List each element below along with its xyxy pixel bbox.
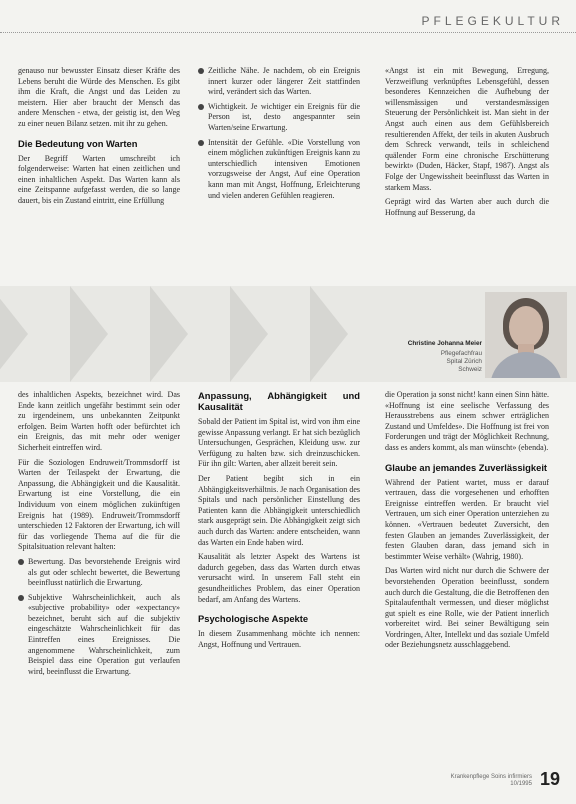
top-column-3 — [385, 66, 549, 222]
bottom-column-3 — [385, 390, 549, 655]
intro-paragraph: genauso nur bewusster Einsatz dieser Kräfte des Lebens beruht die Würde des Menschen. Es gibt ihm die Kraft, die Angst und das Leiden zu meistern. Hier aber braucht der Mensch das andere Menschen - etwa, der geistig ist, den Weg zu einer neuen Bilanz setzen. mit ihr zu gehen. — [18, 66, 180, 128]
body-paragraph: Für die Soziologen Endruweit/Trommsdorff ist Warten der Teilaspekt der Erwartung, die Anpassung, die Abhängigkeit und die Kausalität. Erwartung ist eine Vorstellung, die ein Individuum von einem möglichen zukünftigen Ereignis hat (1989). Endruweit/Trommsdorff unterschieden 12 Faktoren der Erwartung, ich will für das vorliegende Thema auf die für die Spitalsituation relevant halten: — [18, 457, 180, 552]
chevron-decoration — [150, 286, 188, 382]
body-paragraph: Kausalität als letzter Aspekt des Wartens ist dadurch gegeben, dass das Warten durch etwas verursacht wird. In unserem Fall steht ein gesundheitliches Problem, das einer Operation bedarf, am Anfang des Wartens. — [198, 552, 360, 604]
body-paragraph: Während der Patient wartet, muss er darauf vertrauen, dass die vorgesehenen und erhofften Ereignisse eintreffen werden. Er braucht viel Vertrauen, um sich einer Operation unterziehen zu können. «Vertrauen bedeutet Zuversicht, den festen Glauben an jemandes Zuverlässigkeit, der festen Glauben daran, dass jemand sich in bestimmter Weise verhält» (Wahrig, 1980). — [385, 477, 549, 561]
body-paragraph: Der Begriff Warten umschreibt ich folgenderweise: Warten hat einen zeitlichen und einen inhaltlichen Aspekt. Das Warten kann als eine Zeitspanne aufgefasst werden, die so lange dauert, bis ein Zustand eintritt, eine Erfüllung — [18, 153, 180, 205]
body-paragraph: die Operation ja sonst nicht! kann einen Sinn hätte. «Hoffnung ist eine seelische Verfassung des Herausstrebens aus einem schwer erträglichen Zustand und Umfeldes». Die Hoffnung ist frei von Forderungen und trägt der Möglichkeit Rechnung, dass es anders kommt, als man wünscht» (ebenda). — [385, 390, 549, 452]
bullet-item: Intensität der Gefühle. «Die Vorstellung von einem möglichen zukünftigen Ereignis kann zu unterschiedlich intensiven Emotionen vorzugsweise der Angst, Auf eine Operation kann man mit Angst, Hoffnung, Erleichterung und vielen anderen Gefühlen reagieren. — [198, 138, 360, 202]
bullet-item: Subjektive Wahrscheinlichkeit, auch als «subjective probability» oder «expectancy» bezeichnet, beruht sich auf die subjektiv eingeschätzte Wahrscheinlichkeit für das Eintreffen eines Ereignisses. Die angenommene Wahrscheinlichkeit, zum Beispiel dass eine Operation gut verlaufen wird, beeinflusst die Erwartung. — [18, 593, 180, 678]
author-photo — [485, 292, 567, 378]
top-column-2 — [198, 66, 360, 205]
section-label: PFLEGEKULTUR — [421, 14, 564, 28]
bottom-column-2 — [198, 390, 360, 654]
body-paragraph: Sobald der Patient im Spital ist, wird von ihm eine gewisse Anpassung verlangt. Er hat sich bezüglich Untersuchungen, Gesprächen, Kleidung usw. zur Verfügung zu halten bzw. sich dreinzuschicken. Für ihn gilt: Warten, aber allzeit bereit sein. — [198, 417, 360, 469]
body-paragraph: Das Warten wird nicht nur durch die Schwere der bevorstehenden Operation beeinflusst, sondern auch durch die Gestaltung, die die Betroffenen den Spitalaufenthalt vermessen, und dieser möglichst gut spielt es eine Rolle, wie der Patient innerlich vorbereitet wird. Bei seiner Bewältigung sein Vordringen, Alter, Intellekt und das soziale Umfeld oder Beziehungsnetz ausschlaggebend. — [385, 566, 549, 650]
photo-shoulders — [490, 352, 562, 378]
page-number: 19 — [539, 769, 560, 789]
bullet-item: Wichtigkeit. Je wichtiger ein Ereignis für die Person ist, desto angespannter sein Warten/seine Erwartung. — [198, 102, 360, 134]
chevron-decoration — [310, 286, 348, 382]
bullet-list — [198, 66, 360, 201]
bottom-column-1 — [18, 390, 180, 681]
section-heading: Anpassung, Abhängigkeit und Kausalität — [198, 390, 360, 412]
chevron-decoration — [0, 286, 28, 382]
section-heading: Glaube an jemandes Zuverlässigkeit — [385, 461, 548, 473]
chevron-decoration — [70, 286, 108, 382]
header-divider — [0, 32, 576, 33]
section-heading: Psychologische Aspekte — [198, 613, 309, 625]
photo-face — [509, 306, 543, 348]
body-paragraph: In diesem Zusammenhang möchte ich nennen: Angst, Hoffnung und Vertrauen. — [198, 629, 360, 649]
section-heading: Die Bedeutung von Warten — [18, 137, 138, 149]
author-role: Pflegefachfrau — [440, 350, 482, 357]
author-role: Schweiz — [458, 366, 482, 373]
body-paragraph: «Angst ist ein mit Bewegung, Erregung, Verzweiflung verknüpftes Lebensgefühl, dessen besonderes Kennzeichen die Aufhebung der willensmässigen und verstandesmässigen Steuerung der Persönlichkeit ist. Man sieht in der Angst auch einen aus dem Gefühlsbereich resultierenden Affekt, der teils in akuten Ausbruch dem Schreck verwandt, teils in schleichend quälender Form eine chronische Erschütterung bewirkt» (Duden, Häcker, Stapf, 1987). Angst als Folge der Ungewissheit beeinflusst das Warten in starkem Mass. — [385, 66, 549, 192]
bullet-item: Zeitliche Nähe. Je nachdem, ob ein Ereignis innert kurzer oder längerer Zeit stattfinden wird, verändert sich das Warten. — [198, 66, 360, 98]
author-role: Spital Zürich — [446, 358, 482, 365]
author-name: Christine Johanna Meier — [407, 340, 482, 347]
author-caption — [392, 340, 482, 374]
body-paragraph: des inhaltlichen Aspekts, bezeichnet wird. Das Ende kann zeitlich ungefähr bestimmt sein oder zu irgendeinem, uns unbekannten Zeitpunkt erfolgen. Beim Warten hofft oder befürchtet ich ein Ereignis, das mit mehr oder weniger Sicherheit eintreffen wird. — [18, 390, 180, 452]
publication-issue: 10/1995 — [510, 781, 532, 787]
body-paragraph: Der Patient begibt sich in ein Abhängigkeitsverhältnis. Je nach Organisation des Spitals und nach persönlicher Einstellung des Patienten kann die Abhängigkeit unterschiedlich stark ausgeprägt sein. Die Abhängigkeit zeigt sich auch durch das Warten: andere entscheiden, wann das Warten ein Ende haben wird. — [198, 473, 360, 547]
footer-publication — [451, 774, 532, 788]
publication-name: Krankenpflege Soins infirmiers — [450, 774, 532, 780]
chevron-decoration — [230, 286, 268, 382]
bullet-list — [18, 557, 180, 678]
top-column-1 — [18, 66, 180, 211]
body-paragraph: Geprägt wird das Warten aber auch durch die Hoffnung auf Besserung, da — [385, 197, 549, 217]
bullet-item: Bewertung. Das bevorstehende Ereignis wird als gut oder schlecht bewertet, die Bewertung beeinflusst natürlich die Erwartung. — [18, 557, 180, 589]
